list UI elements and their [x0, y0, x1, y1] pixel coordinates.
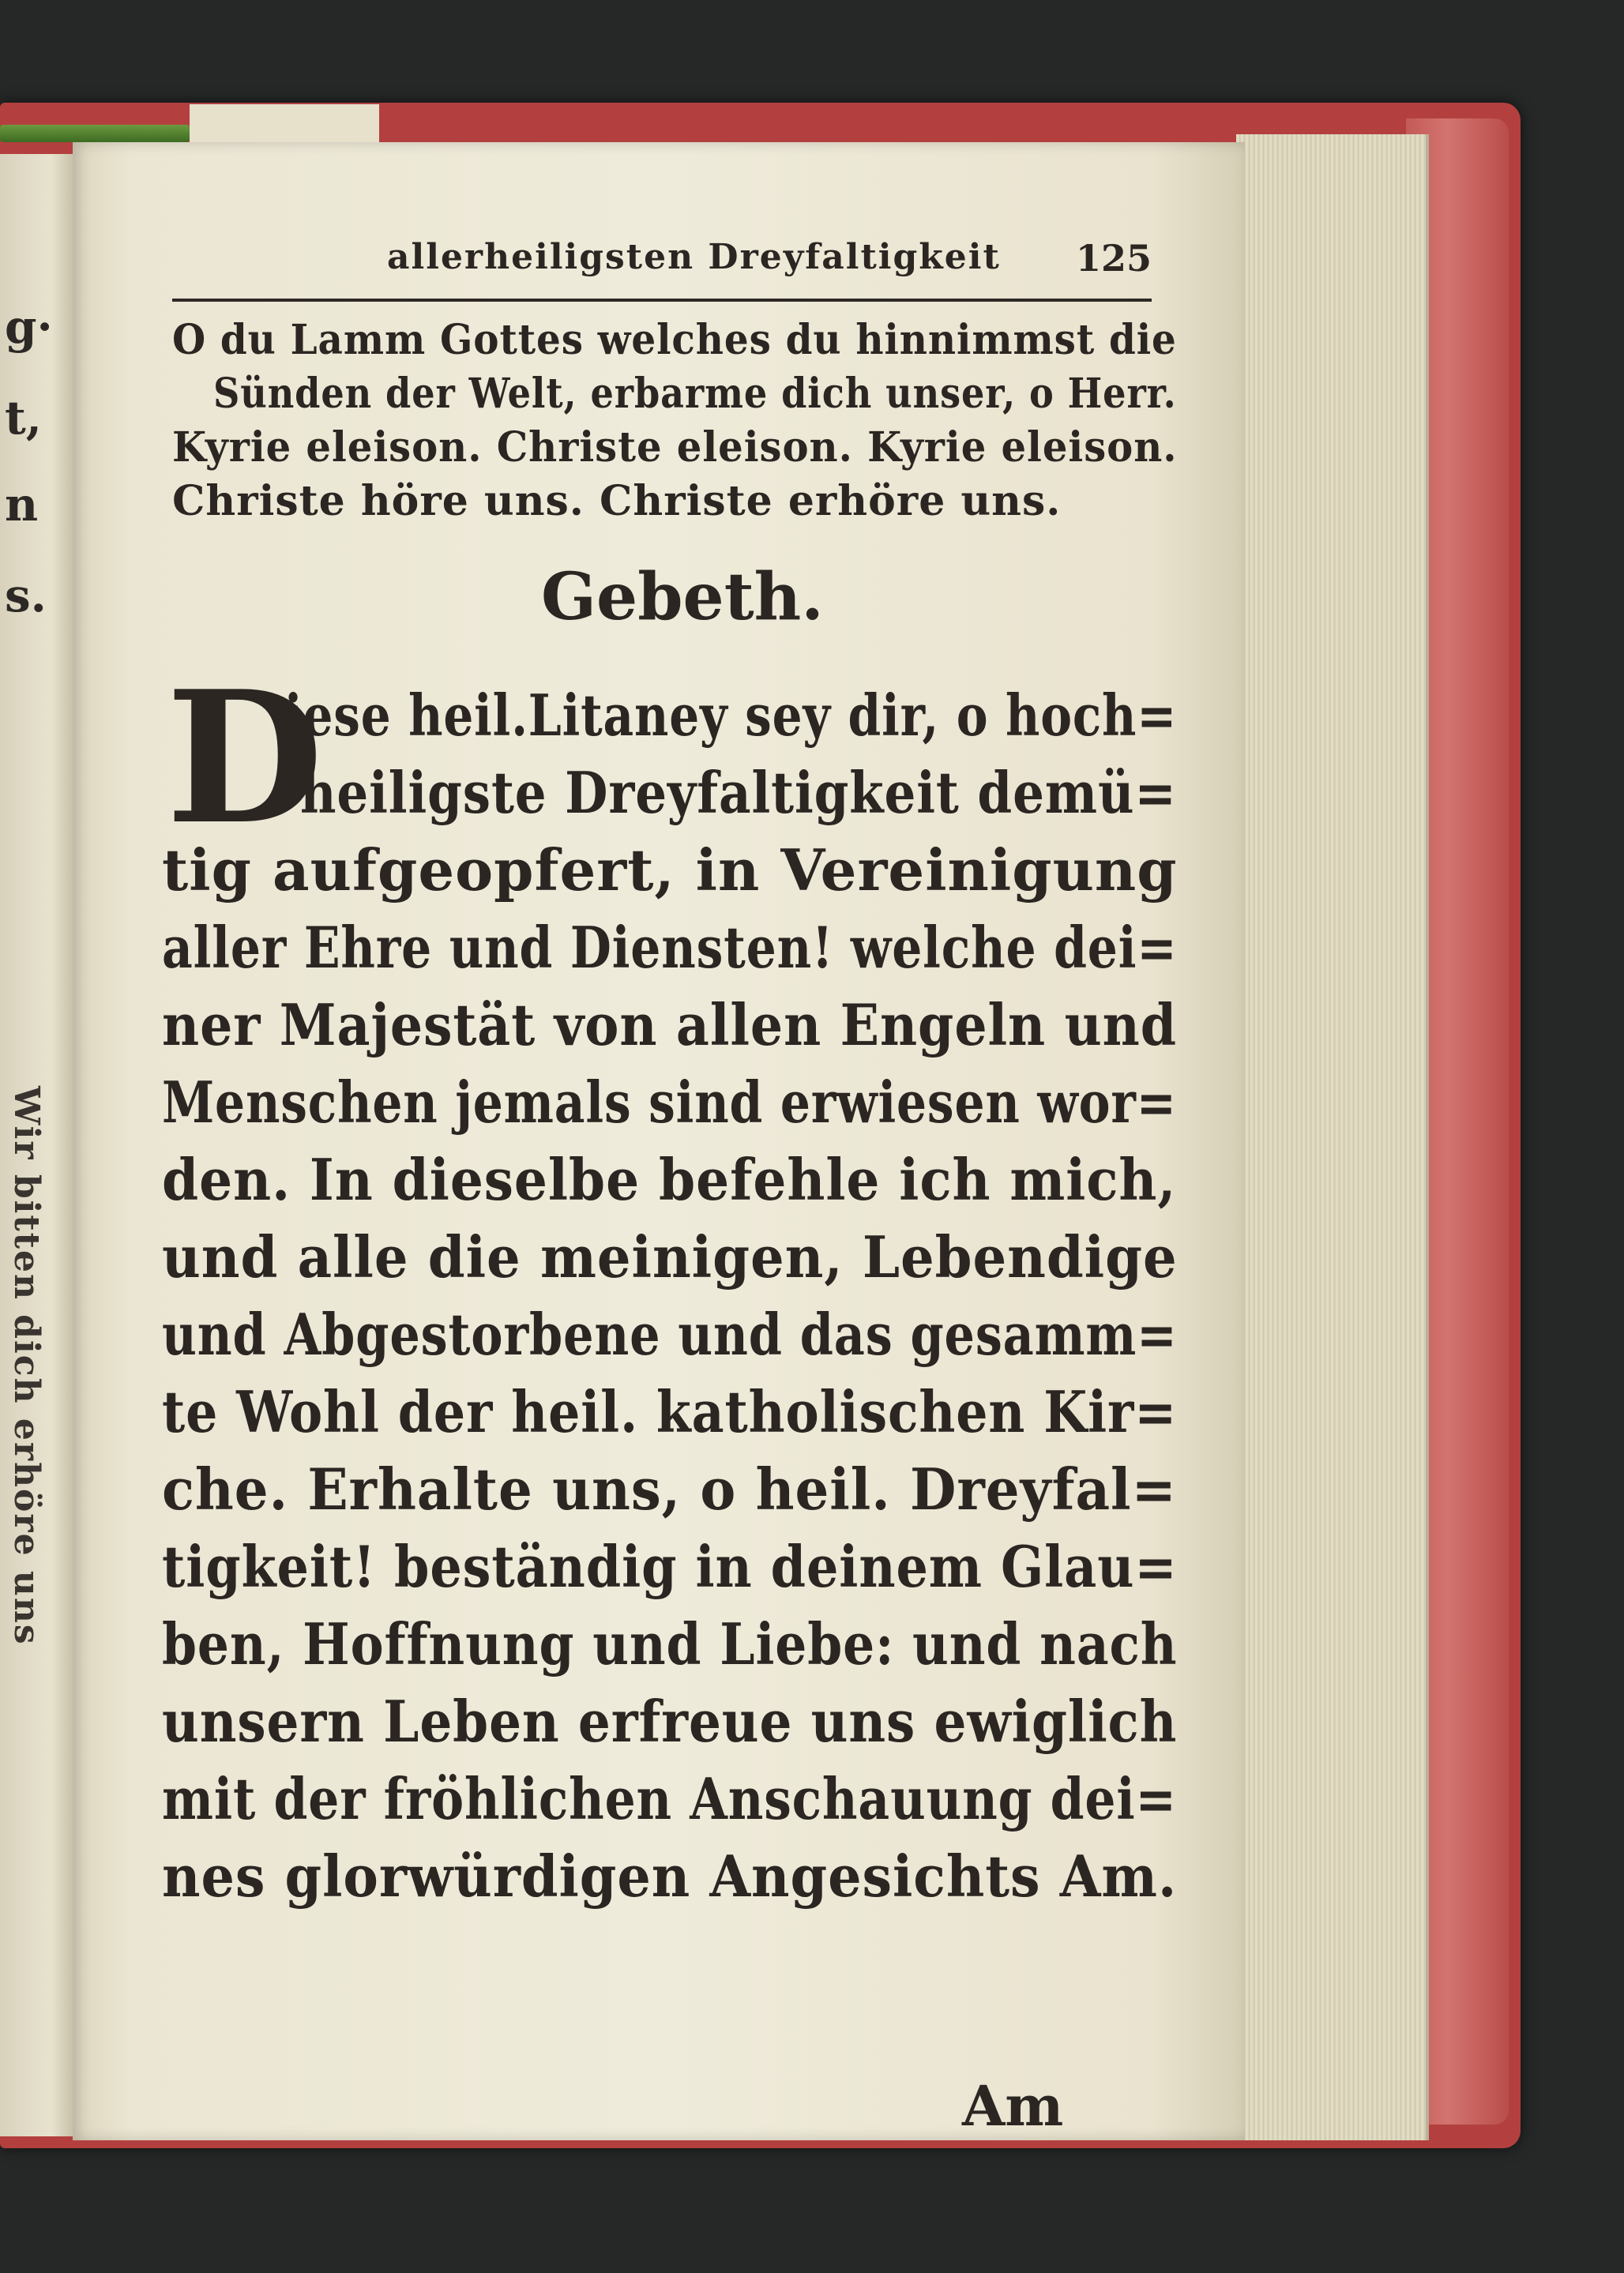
header-rule	[172, 299, 1152, 302]
section-heading: Gebeth.	[541, 559, 824, 635]
prayer-line: mit der fröhlichen Anschauung dei=	[162, 1765, 1177, 1832]
prayer-line: nes glorwürdigen Angesichts Am.	[162, 1843, 1178, 1910]
prayer-line: ben, Hoffnung und Liebe: und nach	[162, 1610, 1178, 1678]
left-page-margin	[0, 154, 73, 2136]
page-number: 125	[1076, 237, 1152, 280]
page-top-strip	[190, 104, 379, 144]
intro-line: Christe höre uns. Christe erhöre uns.	[172, 477, 1062, 525]
prayer-line: unsern Leben erfreue uns ewiglich	[162, 1688, 1178, 1755]
intro-line: O du Lamm Gottes welches du hinnimmst die	[172, 316, 1177, 364]
catchword: Am	[962, 2073, 1064, 2139]
prayer-line: te Wohl der heil. katholischen Kir=	[162, 1378, 1178, 1445]
drop-cap: D	[166, 652, 324, 865]
left-page-fragment: t,	[5, 391, 42, 445]
intro-line: Kyrie eleison. Christe eleison. Kyrie eleison.	[172, 423, 1178, 472]
intro-line: Sünden der Welt, erbarme dich unser, o Herr.	[213, 370, 1177, 418]
running-head: allerheiligsten Dreyfaltigkeit	[387, 237, 1001, 277]
left-page-fragment: g·	[5, 300, 53, 354]
prayer-line: heiligste Dreyfaltigkeit demü=	[300, 759, 1177, 826]
left-page-fragment: n	[5, 478, 39, 532]
prayer-line: Menschen jemals sind erwiesen wor=	[162, 1069, 1177, 1136]
prayer-line: ner Majestät von allen Engeln und	[162, 991, 1177, 1058]
left-page-vertical-text: Wir bitten dich erhöre uns	[6, 1086, 47, 1646]
prayer-line: iese heil.Litaney sey dir, o hoch=	[284, 682, 1178, 749]
prayer-line: und alle die meinigen, Lebendige	[162, 1223, 1178, 1291]
prayer-line: und Abgestorbene und das gesamm=	[162, 1301, 1178, 1368]
left-page-fragment: s.	[5, 569, 47, 622]
prayer-line: aller Ehre und Diensten! welche dei=	[162, 914, 1178, 981]
prayer-line: che. Erhalte uns, o heil. Dreyfal=	[162, 1456, 1177, 1523]
ribbon-bookmark	[0, 125, 190, 142]
prayer-line: tig aufgeopfert, in Vereinigung	[162, 836, 1178, 904]
prayer-line: den. In dieselbe befehle ich mich,	[162, 1146, 1177, 1213]
prayer-line: tigkeit! beständig in deinem Glau=	[162, 1533, 1178, 1600]
page-edges	[1236, 134, 1429, 2140]
